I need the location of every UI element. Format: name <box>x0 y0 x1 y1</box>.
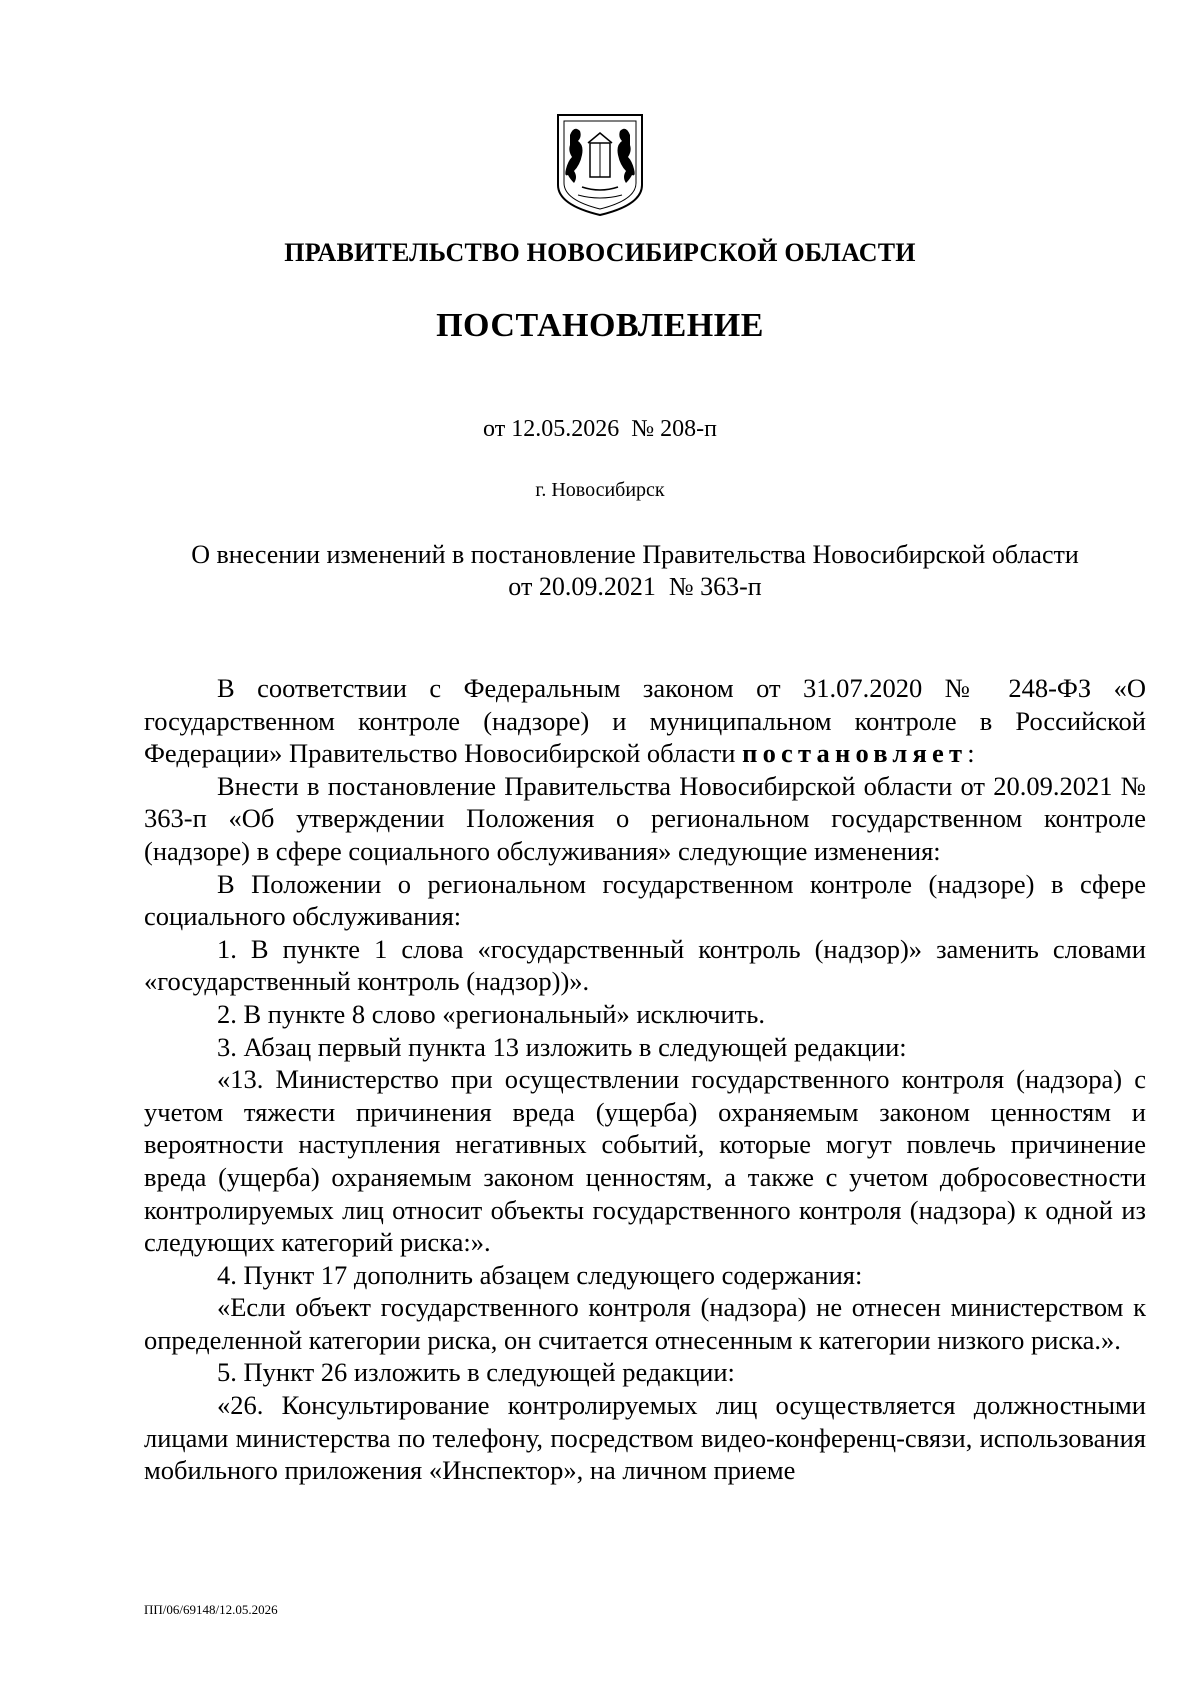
body-paragraph: 1. В пункте 1 слова «государственный контроль (надзор)» заменить словами «государственный контроль (надзор))». <box>144 933 1146 997</box>
document-date-number <box>0 416 1200 443</box>
subject-line-1: О внесении изменений в постановление Правительства Новосибирской области <box>191 540 1079 569</box>
document-subject <box>140 539 1130 603</box>
preamble-paragraph <box>144 672 1146 770</box>
body-paragraph: 3. Абзац первый пункта 13 изложить в следующей редакции: <box>217 1031 907 1062</box>
body-paragraph: В Положении о региональном государственном контроле (надзоре) в сфере социального обслуживания: <box>144 868 1146 932</box>
body-paragraph: «26. Консультирование контролируемых лиц осуществляется должностными лицами министерства по телефону, посредством видео-конференц-связи, использования мобильного приложения «Инспектор», на личном приеме <box>144 1390 1146 1486</box>
document-number: № 208-п <box>631 416 717 442</box>
body-paragraph: 2. В пункте 8 слово «региональный» исключить. <box>217 998 765 1029</box>
document-code-footer: ПП/06/69148/12.05.2026 <box>144 1602 278 1617</box>
body-paragraph: «Если объект государственного контроля (надзора) не отнесен министерством к определенной категории риска, он считается отнесенным к категории низкого риска.». <box>144 1292 1146 1355</box>
document-type: ПОСТАНОВЛЕНИЕ <box>436 307 764 344</box>
document-body <box>144 672 1146 1487</box>
subject-line-2: от 20.09.2021 № 363-п <box>508 572 762 601</box>
body-paragraph: «13. Министерство при осуществлении государственного контроля (надзора) с учетом тяжести причинения вреда (ущерба) охраняемым законом ценностям и вероятности наступления негативных событий, которые могут повлечь причинение вреда (ущерба) охраняемым законом ценностям, а также с учетом добросовестности контролируемых лиц относит объекты государственного контроля (надзора) к одной из следующих категорий риска:». <box>144 1064 1146 1258</box>
coat-of-arms-emblem <box>554 113 646 217</box>
resolution-keyword: постановляет <box>742 738 968 769</box>
body-paragraph: 4. Пункт 17 дополнить абзацем следующего содержания: <box>217 1259 863 1290</box>
body-paragraph: Внести в постановление Правительства Новосибирской области от 20.09.2021 № 363-п «Об утверждении Положения о региональном государственном контроле (надзоре) в сфере социального обслуживания» следующие изменения: <box>144 770 1146 866</box>
organization-title: ПРАВИТЕЛЬСТВО НОВОСИБИРСКОЙ ОБЛАСТИ <box>284 238 916 267</box>
body-paragraph: 5. Пункт 26 изложить в следующей редакции: <box>217 1357 735 1388</box>
coat-of-arms-icon <box>554 113 646 217</box>
preamble-colon: : <box>967 738 975 769</box>
document-date: от 12.05.2026 <box>483 416 620 442</box>
document-city: г. Новосибирск <box>535 479 665 501</box>
preamble-text: В соответствии с Федеральным законом от 31.07.2020 № 248-ФЗ «О государственном контроле (надзоре) и муниципальном контроле в Российской Федерации» Правительство Новосибирской области <box>144 673 1146 769</box>
